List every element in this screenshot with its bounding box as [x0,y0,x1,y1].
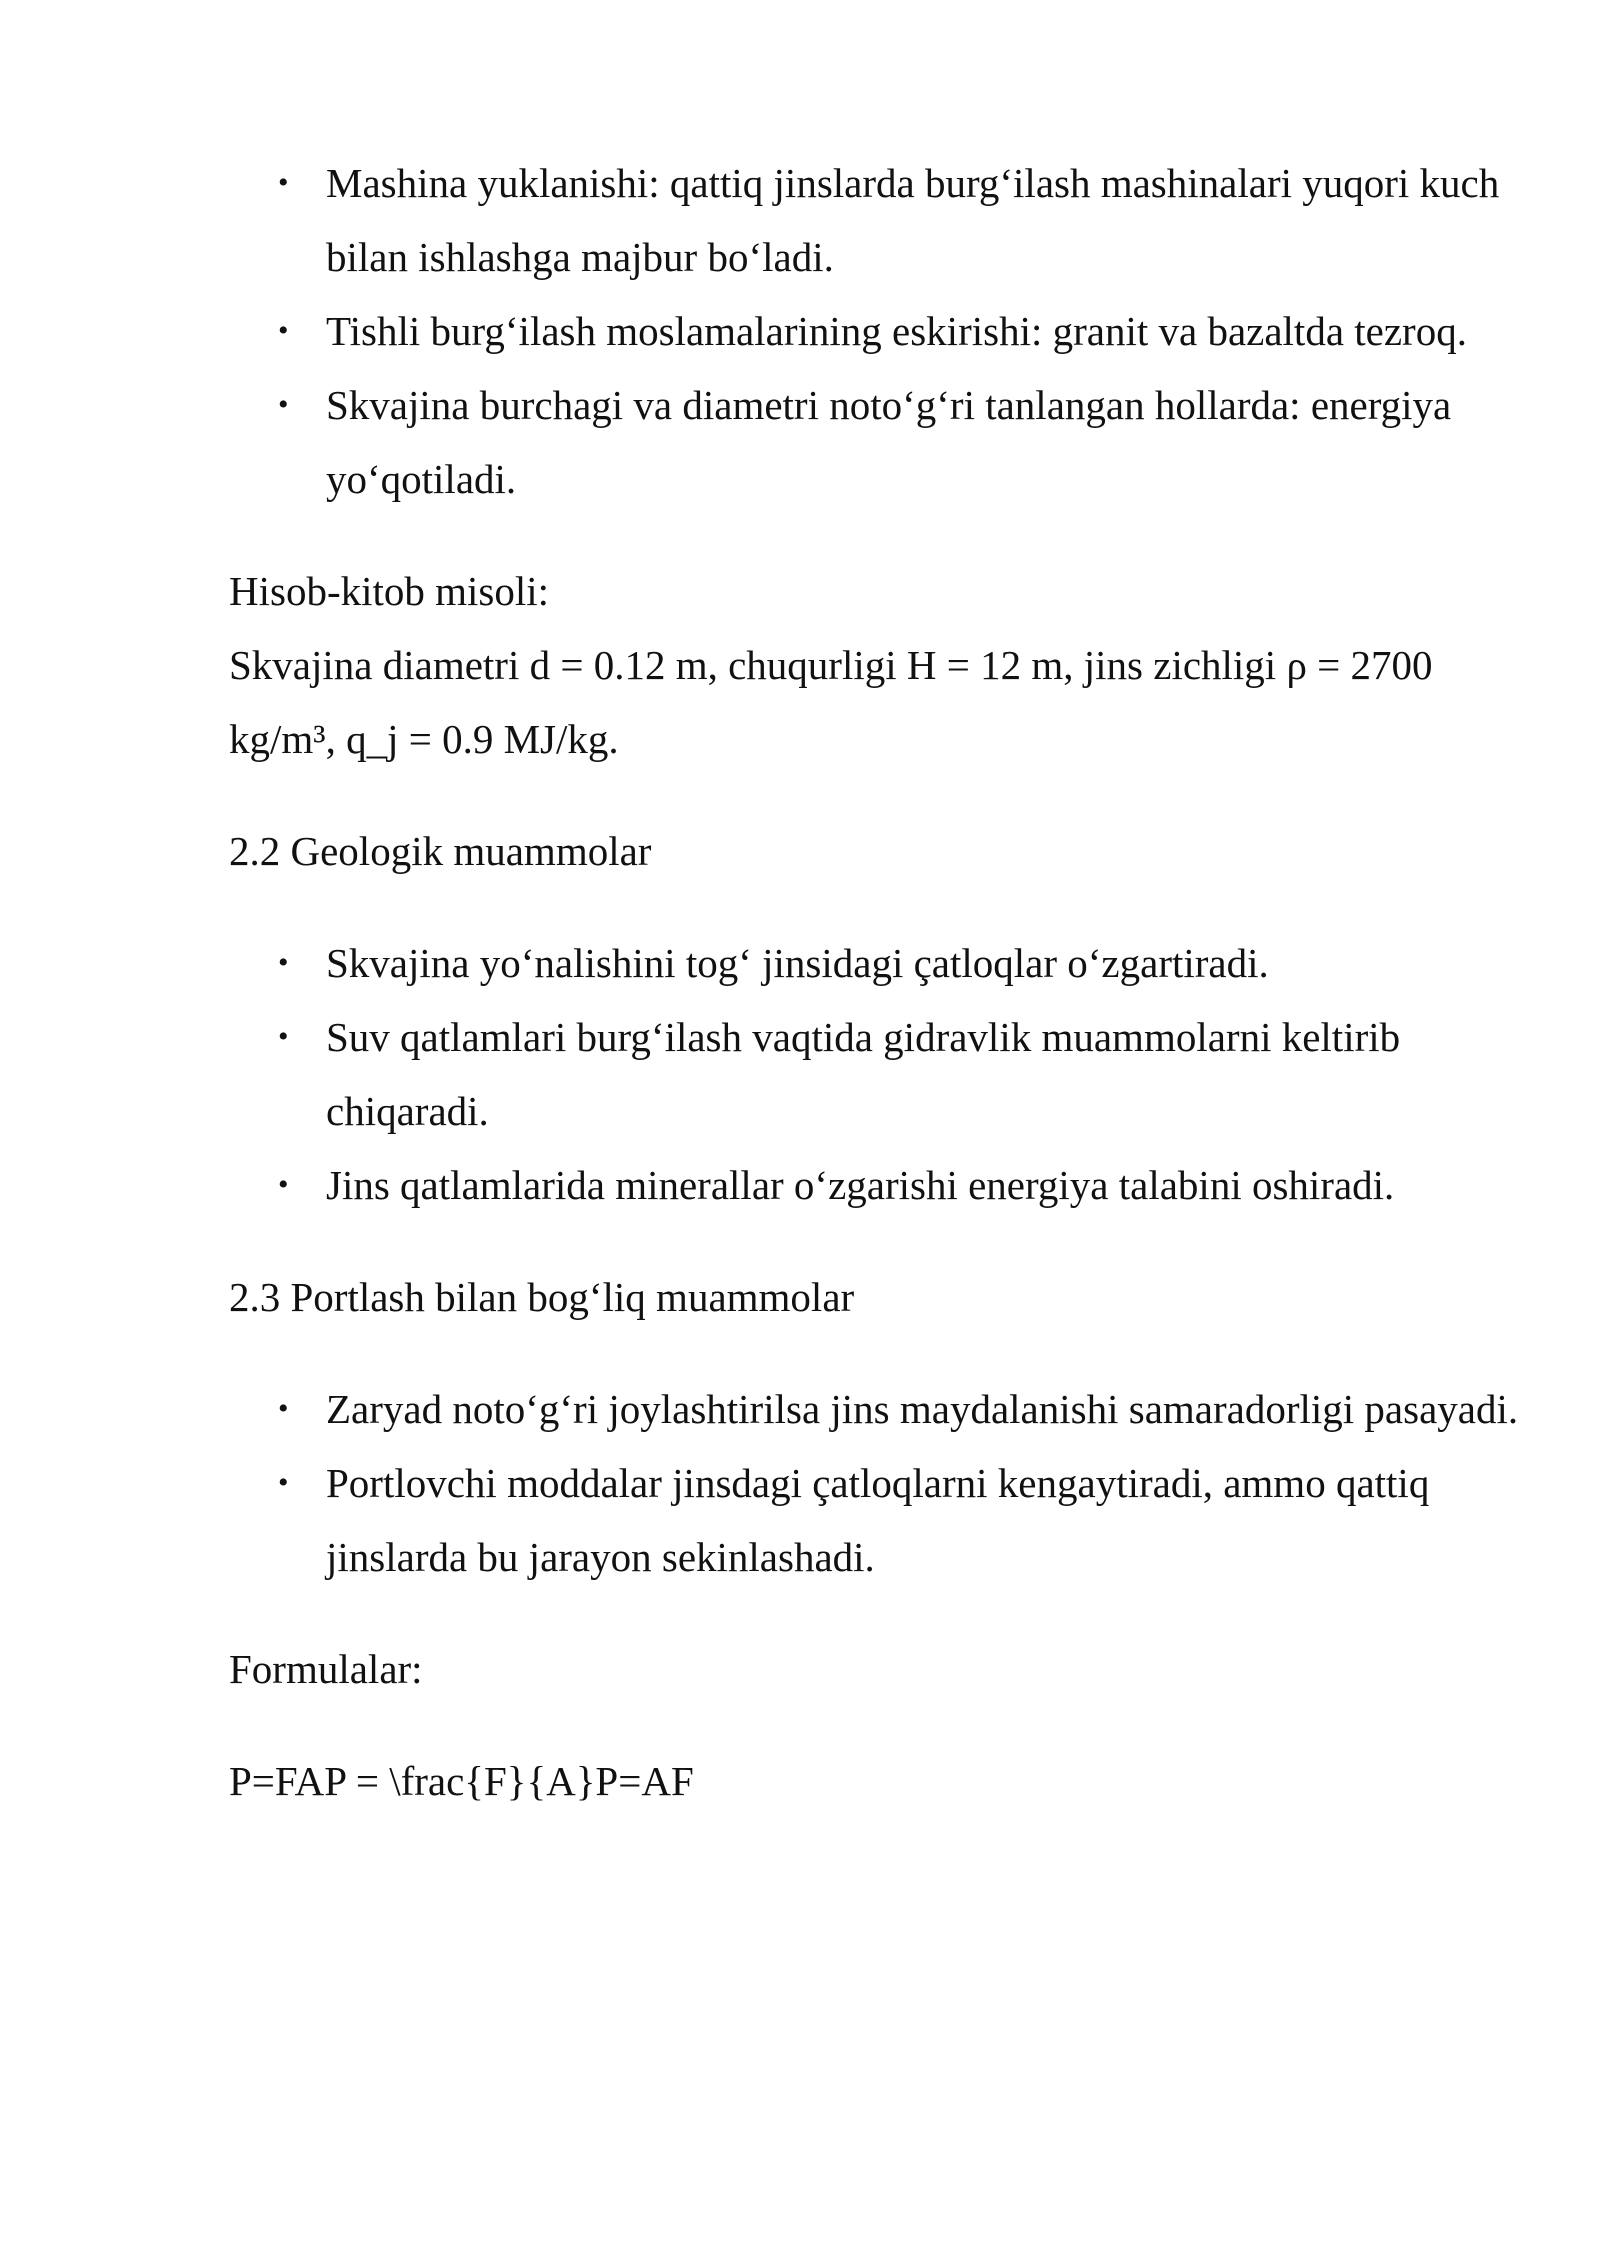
list-item [229,1446,1529,1594]
list-item [229,146,1529,294]
bullet-icon: • [278,166,289,199]
bullet-icon: • [278,388,289,421]
bullet-list-drilling [229,146,1529,516]
list-item-text: Mashina yuklanishi: qattiq jinslarda burg‘ilash mashinalari yuqori kuch bilan ishlashga majbur bo‘ladi. [326,160,1500,280]
list-item [229,926,1529,1000]
list-item-text: Portlovchi moddalar jinsdagi çatloqlarni kengaytiradi, ammo qattiq jinslarda bu jarayon sekinlashadi. [326,1460,1430,1580]
list-item-text: Jins qatlamlarida minerallar o‘zgarishi energiya talabini oshiradi. [326,1162,1395,1208]
formulas-label: Formulalar: [229,1646,423,1692]
list-item-text: Skvajina burchagi va diametri noto‘g‘ri tanlangan hollarda: energiya yo‘qotiladi. [326,382,1452,502]
list-item-text: Tishli burg‘ilash moslamalarining eskirishi: granit va bazaltda tezroq. [326,308,1467,354]
bullet-icon: • [278,1020,289,1053]
bullet-icon: • [278,1168,289,1201]
page-content [229,146,1529,1818]
bullet-list-blasting [229,1372,1529,1594]
list-item [229,1372,1529,1446]
example-text: Skvajina diametri d = 0.12 m, chuqurligi H = 12 m, jins zichligi ρ = 2700 kg/m³, q_j = 0.9 MJ/kg. [229,642,1433,762]
bullet-icon: • [278,314,289,347]
list-item [229,368,1529,516]
list-item [229,1000,1529,1148]
section-heading-blasting: 2.3 Portlash bilan bog‘liq muammolar [229,1274,855,1320]
formula-text: P=FAP = \frac{F}{A}P=AF [229,1758,694,1804]
bullet-list-geological [229,926,1529,1222]
bullet-icon: • [278,1466,289,1499]
list-item [229,1148,1529,1222]
bullet-icon: • [278,1392,289,1425]
list-item-text: Suv qatlamlari burg‘ilash vaqtida gidravlik muammolarni keltirib chiqaradi. [326,1014,1401,1134]
section-heading-geological: 2.2 Geologik muammolar [229,828,652,874]
bullet-icon: • [278,946,289,979]
list-item [229,294,1529,368]
list-item-text: Skvajina yo‘nalishini tog‘ jinsidagi çatloqlar o‘zgartiradi. [326,940,1269,986]
example-title: Hisob-kitob misoli: [229,568,550,614]
list-item-text: Zaryad noto‘g‘ri joylashtirilsa jins maydalanishi samaradorligi pasayadi. [326,1386,1519,1432]
